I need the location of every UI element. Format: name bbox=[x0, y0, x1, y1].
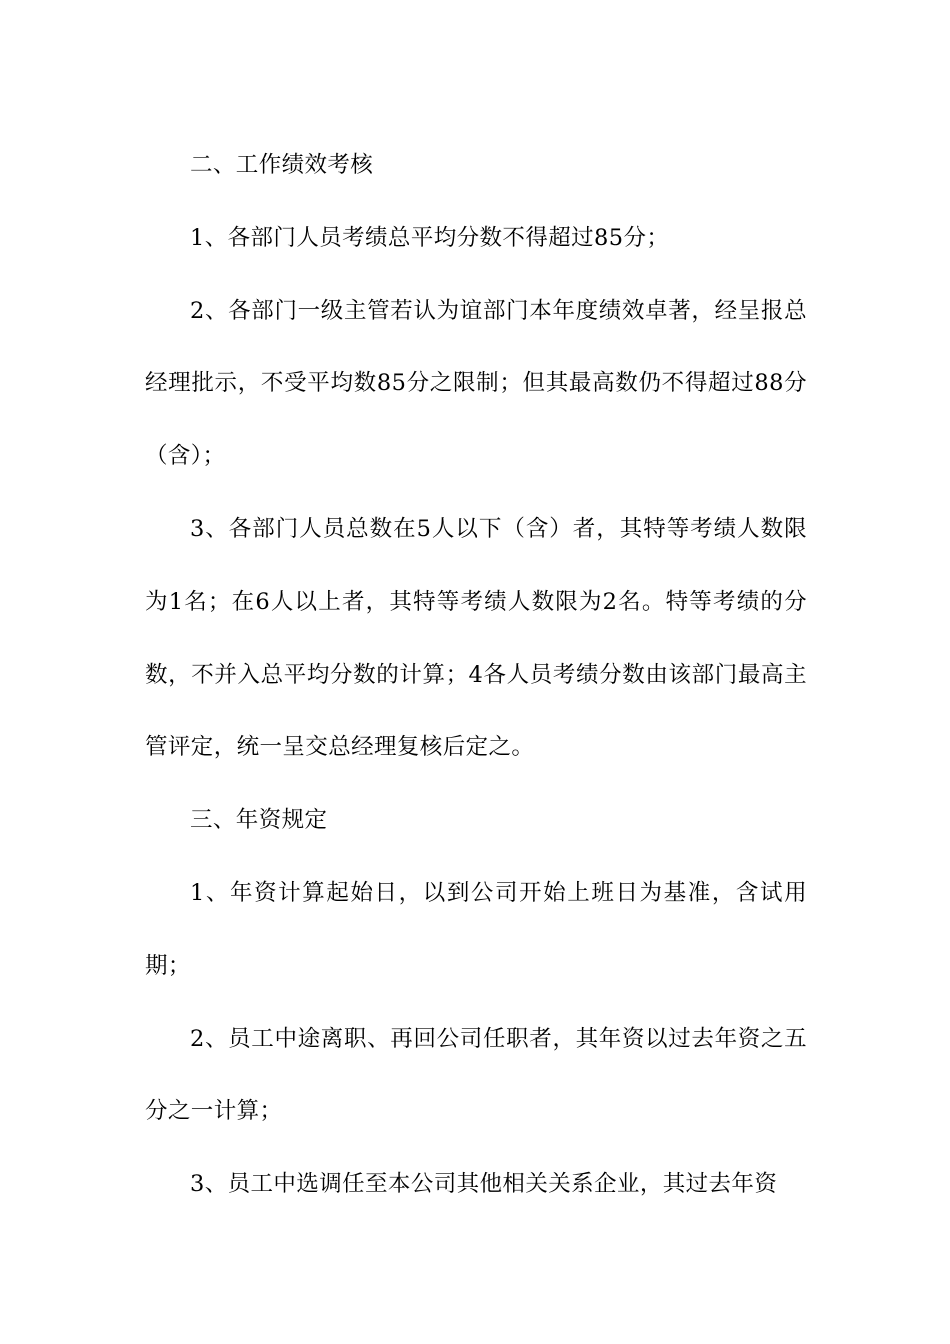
paragraph-seniority-rule-1: 1、年资计算起始日，以到公司开始上班日为基准，含试用期； bbox=[145, 879, 807, 979]
paragraph-seniority-rule-3: 3、员工中选调任至本公司其他相关关系企业，其过去年资 bbox=[190, 1171, 778, 1198]
section-heading-seniority: 三、年资规定 bbox=[190, 807, 328, 834]
paragraph-performance-rule-3: 3、各部门人员总数在5人以下（含）者，其特等考绩人数限为1名；在6人以上者，其特等考绩人数限为2名。特等考绩的分数，不并入总平均分数的计算；4各人员考绩分数由该部门最高主管评定，统一呈交总经理复核后定之。 bbox=[145, 515, 807, 761]
paragraph-performance-rule-2: 2、各部门一级主管若认为谊部门本年度绩效卓著，经呈报总经理批示，不受平均数85分之限制；但其最高数仍不得超过88分（含）； bbox=[145, 297, 807, 470]
paragraph-seniority-rule-2: 2、员工中途离职、再回公司任职者，其年资以过去年资之五分之一计算； bbox=[145, 1025, 807, 1125]
section-heading-performance: 二、工作绩效考核 bbox=[190, 152, 374, 178]
document-body bbox=[145, 129, 807, 1221]
paragraph-performance-rule-1: 1、各部门人员考绩总平均分数不得超过85分； bbox=[190, 224, 670, 251]
